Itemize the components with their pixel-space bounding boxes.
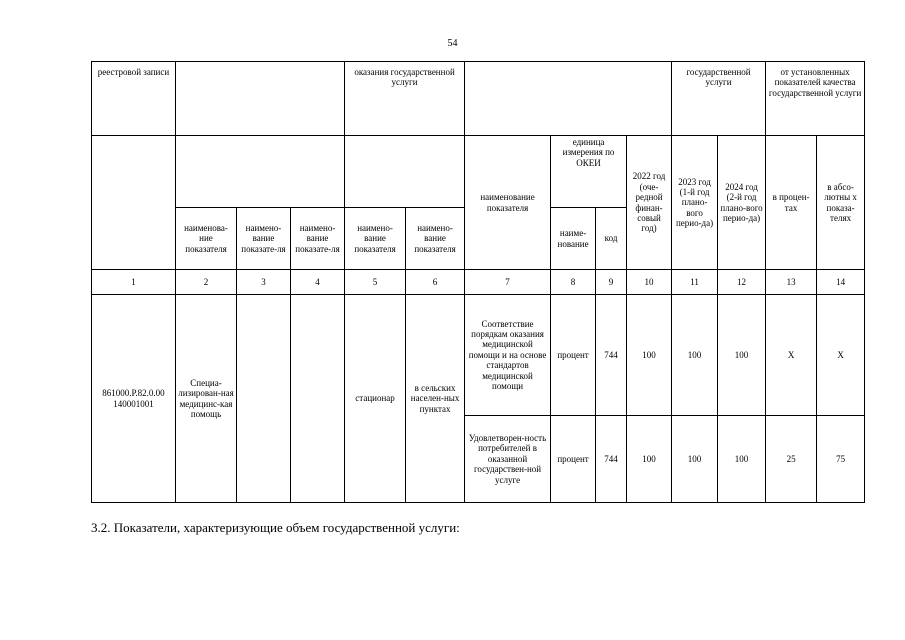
- column-number: 5: [345, 270, 406, 295]
- header-conditions-blank: [345, 136, 465, 208]
- header-service-indicator: государственной услуги: [672, 62, 766, 136]
- header-indicator-group: [465, 62, 672, 136]
- header-year-2024: 2024 год (2-й год плано-вого перио-да): [718, 136, 766, 270]
- column-number: 1: [92, 270, 176, 295]
- value-2022: 100: [627, 295, 672, 416]
- service-content-4: [291, 295, 345, 503]
- column-number: 12: [718, 270, 766, 295]
- header-row-2: [92, 136, 865, 208]
- quality-indicators-table: [91, 61, 865, 503]
- column-number: 10: [627, 270, 672, 295]
- header-unit-code: код: [596, 208, 627, 270]
- value-2024: 100: [718, 295, 766, 416]
- header-registry-blank: [92, 136, 176, 270]
- indicator-code: 744: [596, 295, 627, 416]
- page-number: 54: [447, 38, 458, 49]
- header-content-blank: [176, 136, 345, 208]
- service-content: Специа-лизирован-ная медицинс-кая помощь: [176, 295, 237, 503]
- header-row-1: [92, 62, 865, 136]
- column-number: 8: [551, 270, 596, 295]
- column-number: 6: [406, 270, 465, 295]
- header-content-col-3: наимено-вание показате-ля: [237, 208, 291, 270]
- indicator-name: Удовлетворен-ность потребителей в оказанной государствен-ной услуге: [465, 416, 551, 503]
- header-content-col-2: наименова-ние показателя: [176, 208, 237, 270]
- indicator-name: Соответствие порядкам оказания медицинской помощи и на основе стандартов медицинской помощи: [465, 295, 551, 416]
- header-okei-unit: единица измерения по ОКЕИ: [551, 136, 627, 208]
- column-number: 3: [237, 270, 291, 295]
- deviation-absolute: Х: [817, 295, 865, 416]
- header-condition-col-6: наимено-вание показателя: [406, 208, 465, 270]
- header-condition-col-5: наимено-вание показателя: [345, 208, 406, 270]
- header-year-2022: 2022 год (оче-редной финан-совый год): [627, 136, 672, 270]
- value-2023: 100: [672, 416, 718, 503]
- condition-place: в сельских населен-ных пунктах: [406, 295, 465, 503]
- column-number: 9: [596, 270, 627, 295]
- deviation-absolute: 75: [817, 416, 865, 503]
- column-number: 13: [766, 270, 817, 295]
- indicator-unit: процент: [551, 416, 596, 503]
- header-content-group: [176, 62, 345, 136]
- header-indicator-name: наименование показателя: [465, 136, 551, 270]
- indicator-unit: процент: [551, 295, 596, 416]
- header-registry: реестровой записи: [92, 62, 176, 136]
- value-2023: 100: [672, 295, 718, 416]
- deviation-percent: 25: [766, 416, 817, 503]
- header-year-2023: 2023 год (1-й год плано-вого перио-да): [672, 136, 718, 270]
- header-service-conditions: оказания государственной услуги: [345, 62, 465, 136]
- column-number: 11: [672, 270, 718, 295]
- indicator-code: 744: [596, 416, 627, 503]
- value-2022: 100: [627, 416, 672, 503]
- registry-number: 861000.Р.82.0.00 140001001: [92, 295, 176, 503]
- column-number: 14: [817, 270, 865, 295]
- value-2024: 100: [718, 416, 766, 503]
- header-unit-name: наиме-нование: [551, 208, 596, 270]
- deviation-percent: Х: [766, 295, 817, 416]
- column-number-row: [92, 270, 865, 295]
- column-number: 7: [465, 270, 551, 295]
- condition-form: стационар: [345, 295, 406, 503]
- header-in-percent: в процен-тах: [766, 136, 817, 270]
- header-in-absolute: в абсо-лютны х показа-телях: [817, 136, 865, 270]
- header-content-col-4: наимено-вание показате-ля: [291, 208, 345, 270]
- header-deviation: от установленных показателей качества государственной услуги: [766, 62, 865, 136]
- service-content-3: [237, 295, 291, 503]
- table-row: [92, 295, 865, 416]
- column-number: 4: [291, 270, 345, 295]
- section-heading: 3.2. Показатели, характеризующие объем государственной услуги:: [91, 520, 460, 535]
- column-number: 2: [176, 270, 237, 295]
